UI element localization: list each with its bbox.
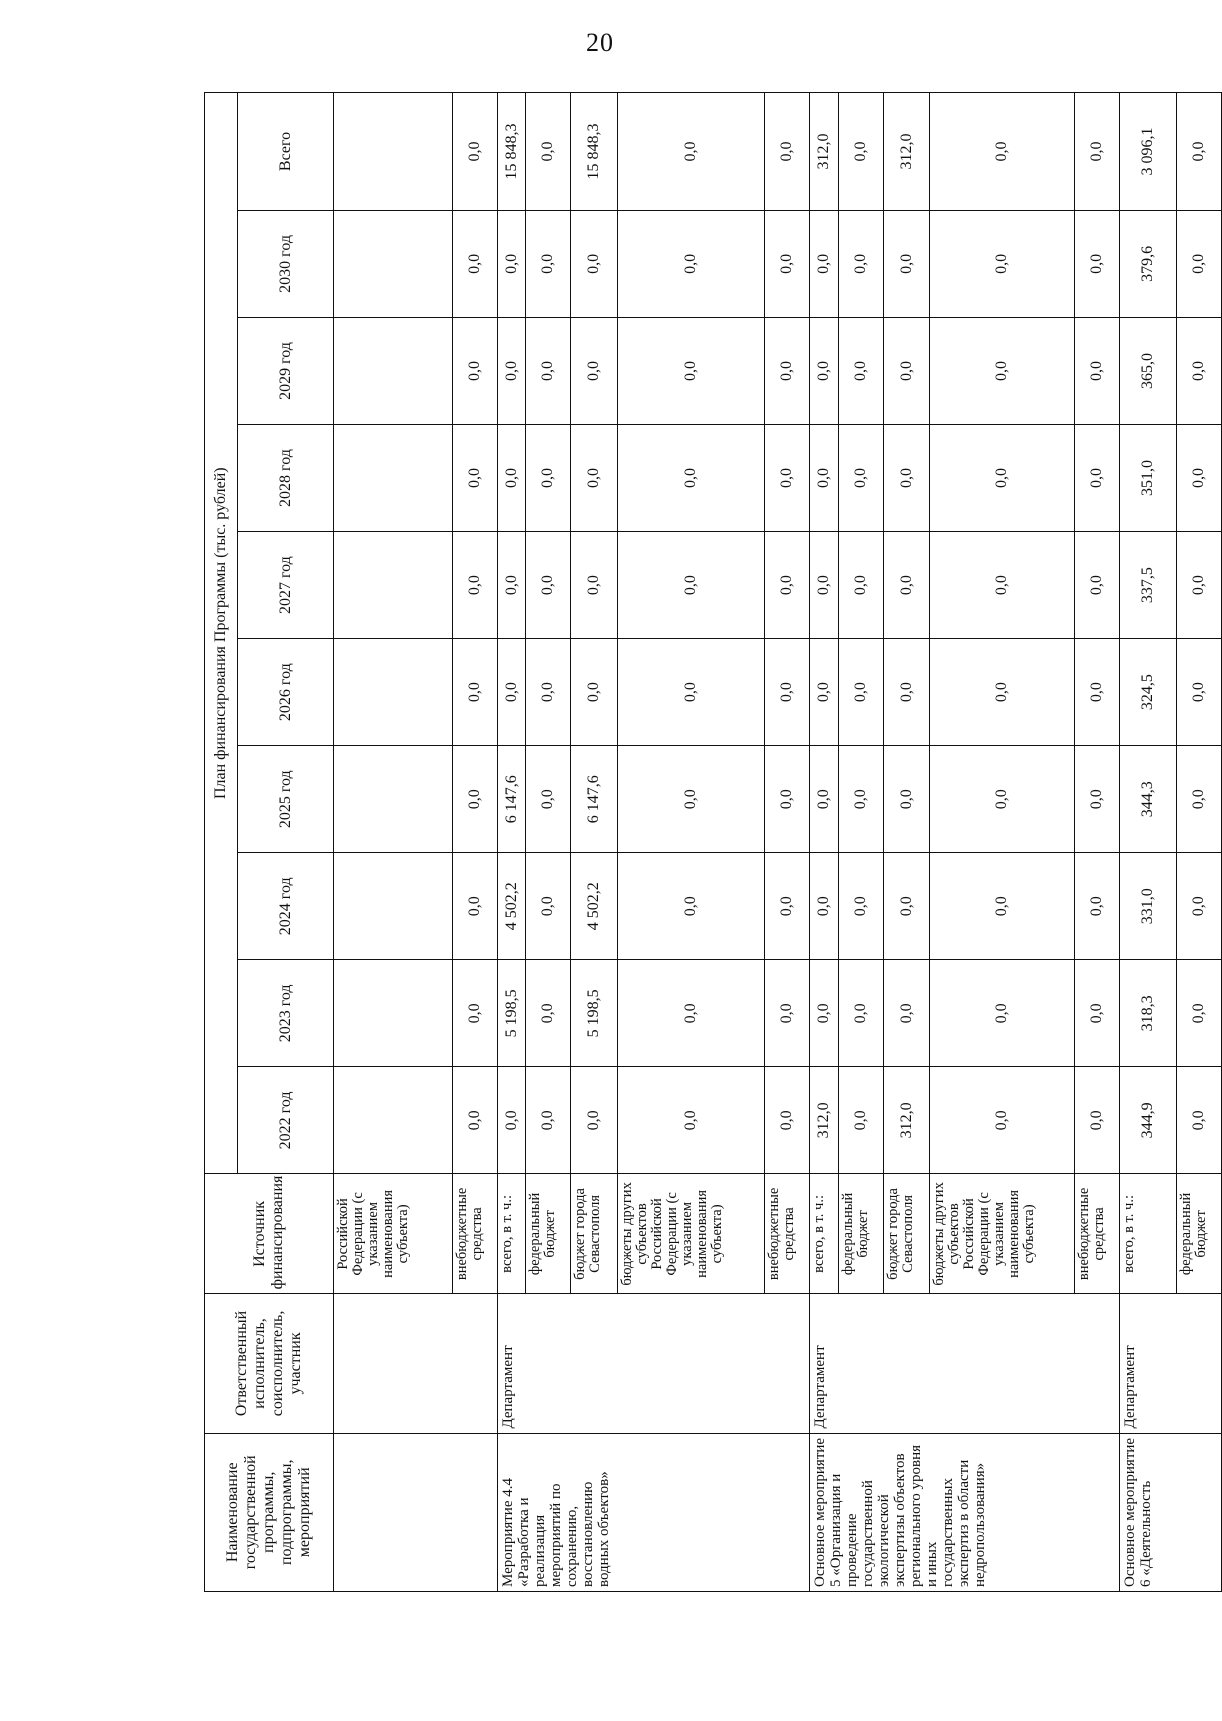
- funding-source: бюджеты других субъектов Российской Федерации (с указанием наименования субъекта): [930, 1174, 1075, 1294]
- year-value: 379,6: [1119, 210, 1176, 317]
- year-value: 0,0: [930, 960, 1075, 1067]
- funding-source: всего, в т. ч.:: [497, 1174, 525, 1294]
- funding-source: федеральный бюджет: [1176, 1174, 1221, 1294]
- activity-name: Основное мероприятие 6 «Деятельность: [1119, 1433, 1221, 1591]
- year-value: 0,0: [838, 960, 883, 1067]
- year-value: 344,3: [1119, 746, 1176, 853]
- activity-name: Основное мероприятие 5 «Организация и проведение государственной экологической экспертизы объектов регионального уровня и иных государственных экспертиз в области недропользования»: [810, 1433, 1120, 1591]
- year-value: 0,0: [883, 960, 929, 1067]
- activity-name: [334, 1433, 498, 1591]
- year-value: 0,0: [765, 1067, 810, 1174]
- year-value: 0,0: [1176, 746, 1221, 853]
- funding-source: всего, в т. ч.:: [810, 1174, 838, 1294]
- total-value: 0,0: [765, 93, 810, 211]
- total-value: 0,0: [526, 93, 571, 211]
- page-number: 20: [586, 28, 614, 57]
- year-value: 0,0: [810, 960, 838, 1067]
- year-value: [334, 317, 453, 424]
- table-row: [334, 93, 453, 1592]
- year-value: 0,0: [765, 960, 810, 1067]
- year-value: 0,0: [1176, 1067, 1221, 1174]
- year-value: 0,0: [838, 210, 883, 317]
- year-value: 5 198,5: [571, 960, 617, 1067]
- header-year: 2022 год: [238, 1067, 334, 1174]
- financing-table: [204, 92, 1222, 1592]
- year-value: 0,0: [526, 746, 571, 853]
- year-value: 0,0: [765, 317, 810, 424]
- year-value: 0,0: [883, 532, 929, 639]
- year-value: 0,0: [571, 532, 617, 639]
- total-value: 15 848,3: [497, 93, 525, 211]
- year-value: 0,0: [571, 210, 617, 317]
- year-value: 0,0: [838, 317, 883, 424]
- funding-source: бюджет города Севастополя: [571, 1174, 617, 1294]
- year-value: 0,0: [838, 746, 883, 853]
- year-value: 0,0: [765, 425, 810, 532]
- activity-name: Мероприятие 4.4 «Разработка и реализация мероприятий по сохранению, восстановлению водных объектов»: [497, 1433, 809, 1591]
- header-source: Источник финансирования: [205, 1174, 334, 1294]
- header-total: Всего: [238, 93, 334, 211]
- total-value: 312,0: [883, 93, 929, 211]
- year-value: 0,0: [452, 532, 497, 639]
- year-value: 318,3: [1119, 960, 1176, 1067]
- year-value: 0,0: [617, 960, 764, 1067]
- year-value: 0,0: [765, 746, 810, 853]
- header-year: 2026 год: [238, 639, 334, 746]
- year-value: 0,0: [930, 639, 1075, 746]
- year-value: 0,0: [452, 639, 497, 746]
- year-value: 0,0: [452, 853, 497, 960]
- total-value: 0,0: [838, 93, 883, 211]
- year-value: 0,0: [930, 532, 1075, 639]
- year-value: 0,0: [452, 210, 497, 317]
- year-value: [334, 853, 453, 960]
- year-value: 0,0: [1074, 1067, 1119, 1174]
- year-value: 0,0: [497, 532, 525, 639]
- year-value: 0,0: [838, 532, 883, 639]
- year-value: [334, 746, 453, 853]
- responsible-executor: Департамент: [497, 1294, 809, 1433]
- header-year: 2030 год: [238, 210, 334, 317]
- year-value: 0,0: [617, 853, 764, 960]
- year-value: 0,0: [617, 317, 764, 424]
- year-value: 0,0: [497, 425, 525, 532]
- year-value: 0,0: [526, 853, 571, 960]
- responsible-executor: Департамент: [1119, 1294, 1221, 1433]
- year-value: 0,0: [883, 425, 929, 532]
- year-value: 0,0: [765, 639, 810, 746]
- header-year: 2029 год: [238, 317, 334, 424]
- year-value: 0,0: [1176, 532, 1221, 639]
- year-value: 0,0: [497, 210, 525, 317]
- funding-source: федеральный бюджет: [838, 1174, 883, 1294]
- year-value: 0,0: [810, 317, 838, 424]
- year-value: 0,0: [1074, 532, 1119, 639]
- year-value: 0,0: [526, 425, 571, 532]
- year-value: 4 502,2: [571, 853, 617, 960]
- total-value: 0,0: [617, 93, 764, 211]
- year-value: 0,0: [765, 532, 810, 639]
- year-value: 0,0: [617, 639, 764, 746]
- year-value: 0,0: [1176, 210, 1221, 317]
- year-value: 0,0: [1074, 746, 1119, 853]
- year-value: 0,0: [1074, 317, 1119, 424]
- year-value: 0,0: [1074, 210, 1119, 317]
- year-value: 0,0: [883, 317, 929, 424]
- year-value: 0,0: [838, 1067, 883, 1174]
- year-value: 337,5: [1119, 532, 1176, 639]
- table-row: [810, 93, 838, 1592]
- year-value: 0,0: [810, 853, 838, 960]
- rotated-page: [204, 92, 1222, 1592]
- year-value: 331,0: [1119, 853, 1176, 960]
- year-value: 5 198,5: [497, 960, 525, 1067]
- year-value: [334, 639, 453, 746]
- year-value: 0,0: [930, 425, 1075, 532]
- funding-source: всего, в т. ч.:: [1119, 1174, 1176, 1294]
- year-value: 0,0: [1074, 853, 1119, 960]
- year-value: 0,0: [452, 425, 497, 532]
- year-value: 0,0: [883, 210, 929, 317]
- total-value: 0,0: [930, 93, 1075, 211]
- year-value: 0,0: [571, 317, 617, 424]
- year-value: [334, 1067, 453, 1174]
- year-value: 0,0: [617, 210, 764, 317]
- year-value: 324,5: [1119, 639, 1176, 746]
- year-value: 0,0: [930, 746, 1075, 853]
- table-row: [497, 93, 525, 1592]
- year-value: 0,0: [1176, 317, 1221, 424]
- header-responsible: Ответственный исполнитель, соисполнитель, участник: [205, 1294, 334, 1433]
- year-value: [334, 210, 453, 317]
- year-value: 0,0: [617, 1067, 764, 1174]
- year-value: 0,0: [810, 532, 838, 639]
- year-value: [334, 960, 453, 1067]
- year-value: 0,0: [810, 639, 838, 746]
- year-value: 0,0: [1176, 425, 1221, 532]
- year-value: 0,0: [1176, 639, 1221, 746]
- header-year: 2024 год: [238, 853, 334, 960]
- year-value: 0,0: [838, 639, 883, 746]
- year-value: 0,0: [497, 639, 525, 746]
- year-value: 0,0: [526, 532, 571, 639]
- year-value: 0,0: [497, 1067, 525, 1174]
- total-value: [334, 93, 453, 211]
- year-value: 312,0: [883, 1067, 929, 1174]
- year-value: 0,0: [1176, 960, 1221, 1067]
- header-plan-title: План финансирования Программы (тыс. рублей): [205, 93, 238, 1174]
- funding-source: бюджет города Севастополя: [883, 1174, 929, 1294]
- year-value: 0,0: [452, 960, 497, 1067]
- year-value: 0,0: [930, 210, 1075, 317]
- year-value: 0,0: [1074, 960, 1119, 1067]
- header-year: 2027 год: [238, 532, 334, 639]
- table-header: [205, 93, 334, 1592]
- year-value: 0,0: [571, 1067, 617, 1174]
- funding-source: Российской Федерации (с указанием наименования субъекта): [334, 1174, 453, 1294]
- year-value: 0,0: [617, 425, 764, 532]
- header-year: 2023 год: [238, 960, 334, 1067]
- year-value: 0,0: [526, 210, 571, 317]
- year-value: 4 502,2: [497, 853, 525, 960]
- funding-source: внебюджетные средства: [452, 1174, 497, 1294]
- year-value: 351,0: [1119, 425, 1176, 532]
- year-value: 0,0: [1176, 853, 1221, 960]
- year-value: 6 147,6: [571, 746, 617, 853]
- year-value: 312,0: [810, 1067, 838, 1174]
- total-value: 3 096,1: [1119, 93, 1176, 211]
- year-value: 6 147,6: [497, 746, 525, 853]
- year-value: 0,0: [883, 639, 929, 746]
- year-value: 0,0: [526, 960, 571, 1067]
- year-value: 0,0: [1074, 639, 1119, 746]
- total-value: 0,0: [1176, 93, 1221, 211]
- responsible-executor: Департамент: [810, 1294, 1120, 1433]
- year-value: 0,0: [810, 425, 838, 532]
- year-value: 0,0: [930, 853, 1075, 960]
- year-value: 0,0: [526, 639, 571, 746]
- year-value: [334, 425, 453, 532]
- year-value: 0,0: [838, 425, 883, 532]
- year-value: 344,9: [1119, 1067, 1176, 1174]
- year-value: 0,0: [497, 317, 525, 424]
- table-body: [334, 93, 1222, 1592]
- year-value: 0,0: [930, 317, 1075, 424]
- total-value: 15 848,3: [571, 93, 617, 211]
- year-value: 0,0: [765, 210, 810, 317]
- year-value: 365,0: [1119, 317, 1176, 424]
- year-value: 0,0: [571, 639, 617, 746]
- year-value: 0,0: [452, 317, 497, 424]
- year-value: 0,0: [526, 317, 571, 424]
- year-value: 0,0: [617, 746, 764, 853]
- table-row: [1119, 93, 1176, 1592]
- year-value: 0,0: [571, 425, 617, 532]
- responsible-executor: [334, 1294, 498, 1433]
- funding-source: бюджеты других субъектов Российской Федерации (с указанием наименования субъекта): [617, 1174, 764, 1294]
- year-value: 0,0: [930, 1067, 1075, 1174]
- year-value: 0,0: [810, 210, 838, 317]
- header-year: 2028 год: [238, 425, 334, 532]
- year-value: [334, 532, 453, 639]
- funding-source: федеральный бюджет: [526, 1174, 571, 1294]
- year-value: 0,0: [883, 746, 929, 853]
- total-value: 312,0: [810, 93, 838, 211]
- funding-source: внебюджетные средства: [765, 1174, 810, 1294]
- total-value: 0,0: [452, 93, 497, 211]
- year-value: 0,0: [883, 853, 929, 960]
- header-name: Наименование государственной программы, подпрограммы, мероприятий: [205, 1433, 334, 1591]
- year-value: 0,0: [452, 1067, 497, 1174]
- header-year: 2025 год: [238, 746, 334, 853]
- year-value: 0,0: [452, 746, 497, 853]
- year-value: 0,0: [526, 1067, 571, 1174]
- year-value: 0,0: [765, 853, 810, 960]
- total-value: 0,0: [1074, 93, 1119, 211]
- year-value: 0,0: [838, 853, 883, 960]
- year-value: 0,0: [1074, 425, 1119, 532]
- year-value: 0,0: [617, 532, 764, 639]
- funding-source: внебюджетные средства: [1074, 1174, 1119, 1294]
- table-area: [204, 92, 1222, 1592]
- year-value: 0,0: [810, 746, 838, 853]
